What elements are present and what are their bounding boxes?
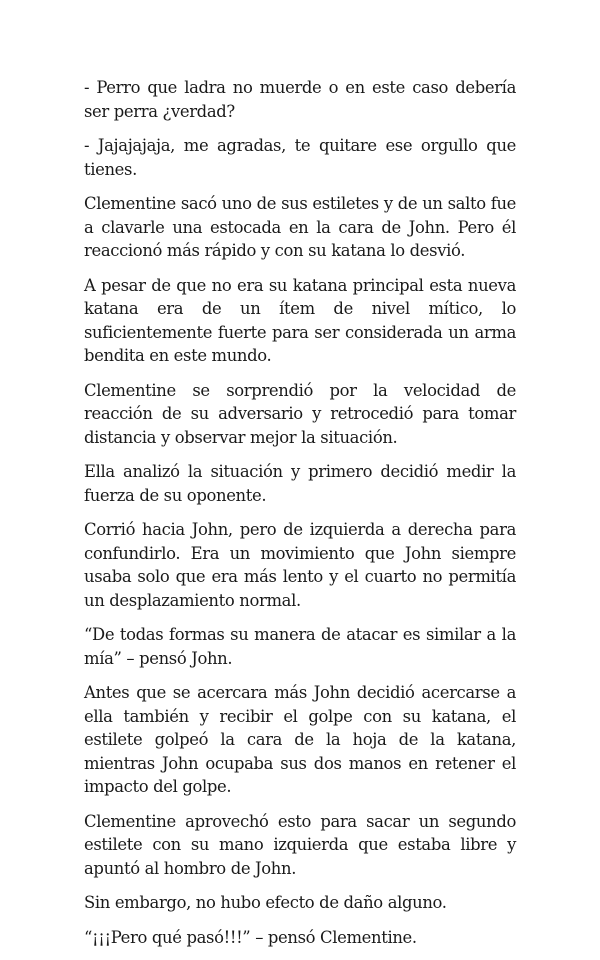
paragraph-3: Clementine sacó uno de sus estiletes y de un salto fue a clavarle una estocada en la cara de John. Pero él reaccionó más rápido y con su katana lo desvió. [84,194,516,260]
paragraph-8: “De todas formas su manera de atacar es similar a la mía” – pensó John. [84,625,516,668]
paragraph-5: Clementine se sorprendió por la velocidad de reacción de su adversario y retrocedió para tomar distancia y observar mejor la situación. [84,380,516,447]
paragraph-6: Ella analizó la situación y primero decidió medir la fuerza de su oponente. [84,462,516,505]
paragraph-11: Sin embargo, no hubo efecto de daño alguno. [84,893,447,912]
paragraph-7: Corrió hacia John, pero de izquierda a derecha para confundirlo. Era un movimiento que John siempre usaba solo que era más lento y el cuarto no permitía un desplazamiento normal. [84,520,516,610]
book-page [84,76,516,960]
paragraph-4: A pesar de que no era su katana principal esta nueva katana era de un ítem de nivel mítico, lo suficientemente fuerte para ser considerada un arma bendita en este mundo. [84,275,516,365]
paragraph-10: Clementine aprovechó esto para sacar un segundo estilete con su mano izquierda que estaba libre y apuntó al hombro de John. [84,811,516,878]
paragraph-1: - Perro que ladra no muerde o en este caso debería ser perra ¿verdad? [84,78,516,121]
paragraph-12: “¡¡¡Pero qué pasó!!!” – pensó Clementine. [84,927,417,947]
paragraph-2: - Jajajajaja, me agradas, te quitare ese orgullo que tienes. [84,136,516,179]
paragraph-9: Antes que se acercara más John decidió acercarse a ella también y recibir el golpe con su katana, el estilete golpeó la cara de la hoja de la katana, mientras John ocupaba sus dos manos en retener el impacto del golpe. [84,683,516,796]
